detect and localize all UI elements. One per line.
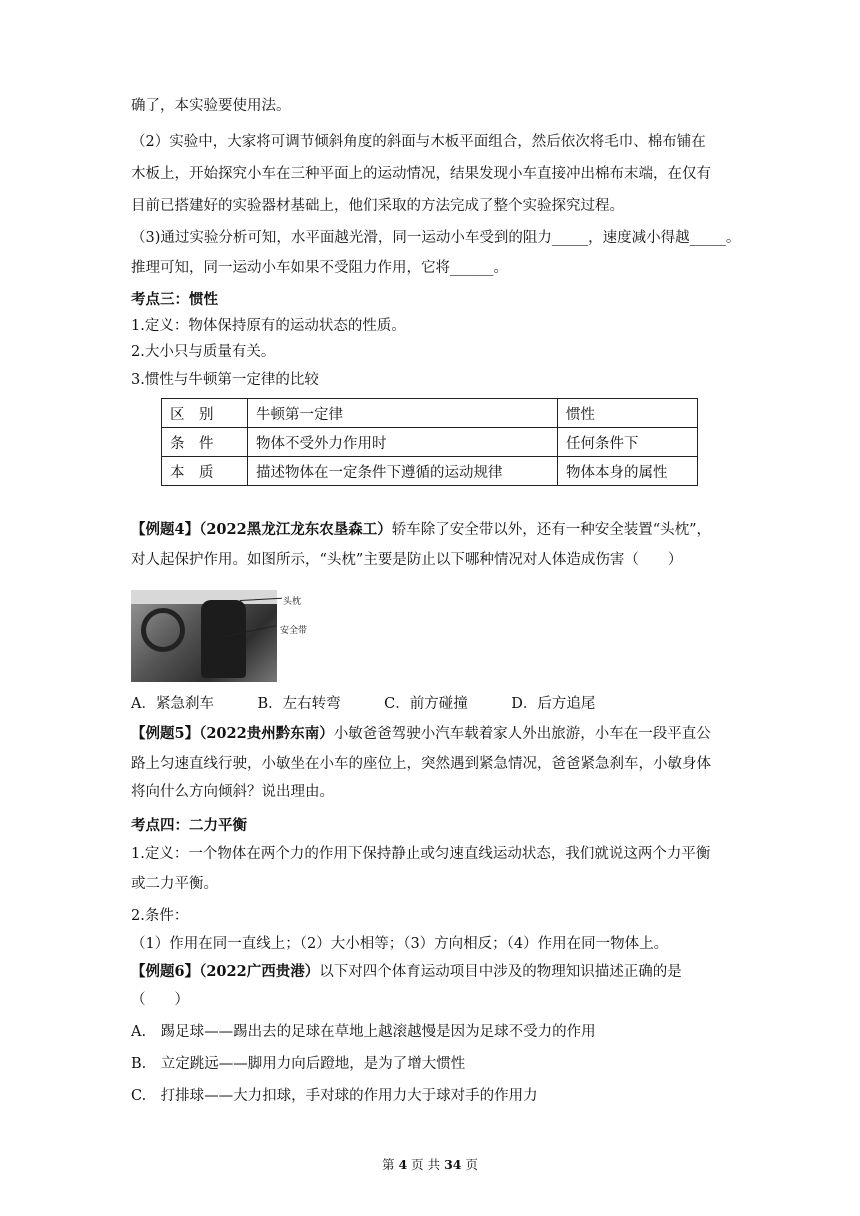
text-line: 木板上，开始探究小车在三种平面上的运动情况，结果发现小车直接冲出棉布末端，在仅有 xyxy=(131,166,711,182)
text-line: 1.定义：一个物体在两个力的作用下保持静止或匀速直线运动状态，我们就说这两个力平衡 xyxy=(131,846,711,862)
table-cell: 条 件 xyxy=(162,428,248,457)
text-line: 3.惯性与牛顿第一定律的比较 xyxy=(131,372,319,388)
footer-text: 第 xyxy=(382,1157,399,1172)
table-cell: 本 质 xyxy=(162,457,248,486)
table-cell: 惯性 xyxy=(558,399,698,428)
seat-shape xyxy=(201,600,246,678)
example-text: 小敏爸爸驾驶小汽车载着家人外出旅游，小车在一段平直公 xyxy=(333,726,711,742)
car-seat-photo xyxy=(131,590,277,682)
example-6-line xyxy=(131,962,682,982)
text-line: 2.条件： xyxy=(131,908,189,924)
seatbelt-label: 安全带 xyxy=(280,626,308,636)
example-tag: 【例题4】 xyxy=(131,521,200,538)
text-line: （3)通过实验分析可知，水平面越光滑，同一运动小车受到的阻力_____，速度减小得越_____。 xyxy=(131,230,741,246)
steering-wheel-shape xyxy=(141,608,185,652)
text-line: 路上匀速直线行驶，小敏坐在小车的座位上，突然遇到紧急情况，爸爸紧急刹车，小敏身体 xyxy=(131,756,711,772)
headrest-label: 头枕 xyxy=(283,597,302,607)
table-cell: 区 别 xyxy=(162,399,248,428)
option-a: A. 踢足球——踢出去的足球在草地上越滚越慢是因为足球不受力的作用 xyxy=(131,1024,596,1040)
option-c: C. 打排球——大力扣球，手对球的作用力大于球对手的作用力 xyxy=(131,1088,538,1104)
example-text: 轿车除了安全带以外，还有一种安全装置“头枕”， xyxy=(391,522,712,538)
text-line: 2.大小只与质量有关。 xyxy=(131,344,276,360)
text-line: 或二力平衡。 xyxy=(131,876,218,892)
example-tag: 【例题5】 xyxy=(131,725,200,742)
total-pages: 34 xyxy=(444,1157,462,1172)
section-heading-inertia: 考点三：惯性 xyxy=(131,291,218,308)
text-line: 1.定义：物体保持原有的运动状态的性质。 xyxy=(131,318,406,334)
current-page-number: 4 xyxy=(398,1157,408,1172)
table-cell: 牛顿第一定律 xyxy=(248,399,558,428)
option-b: B. 立定跳远——脚用力向后蹬地，是为了增大惯性 xyxy=(131,1056,466,1072)
table-row xyxy=(162,399,698,428)
example-source: （2022贵州黔东南） xyxy=(199,725,334,742)
text-line: 确了，本实验要使用法。 xyxy=(131,98,291,114)
comparison-table xyxy=(161,398,698,486)
text-line: （ ） xyxy=(131,992,189,1008)
page-footer xyxy=(0,1155,860,1173)
table-cell: 物体本身的属性 xyxy=(558,457,698,486)
table-cell: 任何条件下 xyxy=(558,428,698,457)
text-line: 目前已搭建好的实验器材基础上，他们采取的方法完成了整个实验探究过程。 xyxy=(131,198,624,214)
table-cell: 物体不受外力作用时 xyxy=(248,428,558,457)
table-cell: 描述物体在一定条件下遵循的运动规律 xyxy=(248,457,558,486)
table-row xyxy=(162,457,698,486)
footer-text: 页 xyxy=(461,1157,478,1172)
example-text: 以下对四个体育运动项目中涉及的物理知识描述正确的是 xyxy=(319,964,682,980)
section-heading-equilibrium: 考点四：二力平衡 xyxy=(131,817,247,834)
text-line: 对人起保护作用。如图所示，“头枕”主要是防止以下哪种情况对人体造成伤害（ ） xyxy=(131,552,683,568)
table-row xyxy=(162,428,698,457)
example-source: （2022黑龙江龙东农垦森工） xyxy=(199,521,392,538)
text-line: 将向什么方向倾斜？说出理由。 xyxy=(131,784,334,800)
text-line: （2）实验中，大家将可调节倾斜角度的斜面与木板平面组合，然后依次将毛巾、棉布铺在 xyxy=(131,134,706,150)
example-source: （2022广西贵港） xyxy=(199,963,320,980)
text-line: 推理可知，同一运动小车如果不受阻力作用，它将______。 xyxy=(131,260,508,276)
text-line: （1）作用在同一直线上；（2）大小相等；（3）方向相反；（4）作用在同一物体上。 xyxy=(131,936,669,952)
example-5-line xyxy=(131,724,711,744)
example-4-line xyxy=(131,520,711,540)
example-4-options: A．紧急刹车 B．左右转弯 C．前方碰撞 D．后方追尾 xyxy=(131,696,596,712)
example-tag: 【例题6】 xyxy=(131,963,200,980)
footer-text: 页 共 xyxy=(407,1157,445,1172)
